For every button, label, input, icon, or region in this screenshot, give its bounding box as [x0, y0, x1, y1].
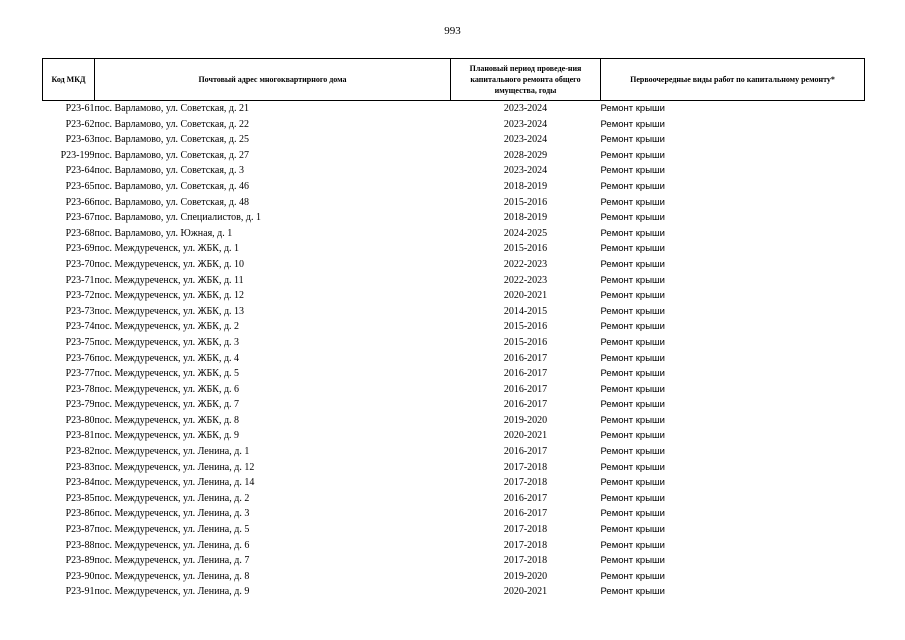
cell-address: пос. Варламово, ул. Советская, д. 27: [94, 149, 250, 161]
cell-work: Ремонт крыши: [600, 586, 665, 598]
cell-address: пос. Междуреченск, ул. ЖБК, д. 6: [94, 383, 240, 395]
cell-address: пос. Междуреченск, ул. Ленина, д. 6: [94, 539, 250, 551]
cell-address: пос. Междуреченск, ул. Ленина, д. 2: [94, 492, 250, 504]
cell-address: пос. Междуреченск, ул. ЖБК, д. 7: [94, 399, 240, 411]
cell-address: пос. Междуреченск, ул. Ленина, д. 8: [94, 570, 250, 582]
cell-code: Р23-91: [65, 586, 95, 598]
cell-period: 2016-2017: [503, 508, 548, 520]
table-row: [43, 475, 865, 491]
cell-address: пос. Варламово, ул. Советская, д. 48: [94, 196, 250, 208]
cell-period: 2023-2024: [503, 118, 548, 130]
cell-period: 2016-2017: [503, 492, 548, 504]
cell-address: пос. Междуреченск, ул. ЖБК, д. 4: [94, 352, 240, 364]
cell-code: Р23-85: [65, 492, 95, 504]
table-body: [43, 101, 865, 601]
cell-code: Р23-71: [65, 274, 95, 286]
cell-code: Р23-61: [65, 103, 95, 114]
cell-code: Р23-67: [65, 212, 95, 224]
cell-period: 2023-2024: [503, 103, 548, 114]
table-row: [43, 522, 865, 538]
cell-work: Ремонт крыши: [600, 180, 665, 192]
cell-address: пос. Варламово, ул. Советская, д. 21: [94, 103, 250, 114]
cell-address: пос. Междуреченск, ул. Ленина, д. 7: [94, 555, 250, 567]
cell-code: Р23-74: [65, 321, 95, 333]
cell-period: 2020-2021: [503, 430, 548, 442]
cell-work: Ремонт крыши: [600, 352, 665, 364]
cell-period: 2020-2021: [503, 586, 548, 598]
cell-period: 2016-2017: [503, 352, 548, 364]
cell-address: пос. Междуреченск, ул. Ленина, д. 5: [94, 524, 250, 536]
header-address: Почтовый адрес многоквартирного дома: [95, 59, 451, 101]
cell-work: Ремонт крыши: [600, 305, 665, 317]
cell-period: 2020-2021: [503, 290, 548, 302]
cell-work: Ремонт крыши: [600, 118, 665, 130]
cell-period: 2015-2016: [503, 321, 548, 333]
cell-address: пос. Междуреченск, ул. Ленина, д. 14: [94, 477, 255, 489]
cell-period: 2015-2016: [503, 196, 548, 208]
table-row: [43, 319, 865, 335]
cell-code: Р23-68: [65, 227, 95, 239]
cell-period: 2016-2017: [503, 383, 548, 395]
cell-address: пос. Междуреченск, ул. ЖБК, д. 5: [94, 368, 240, 380]
cell-code: Р23-62: [65, 118, 95, 130]
cell-period: 2022-2023: [503, 258, 548, 270]
cell-period: 2014-2015: [503, 305, 548, 317]
cell-work: Ремонт крыши: [600, 399, 665, 411]
cell-period: 2023-2024: [503, 134, 548, 146]
cell-code: Р23-89: [65, 555, 95, 567]
page-number: 993: [444, 25, 461, 37]
cell-work: Ремонт крыши: [600, 524, 665, 536]
cell-work: Ремонт крыши: [600, 290, 665, 302]
table-row: [43, 553, 865, 569]
cell-code: Р23-64: [65, 165, 95, 177]
cell-period: 2018-2019: [503, 180, 548, 192]
cell-address: пос. Междуреченск, ул. ЖБК, д. 12: [94, 290, 245, 302]
cell-code: Р23-76: [65, 352, 95, 364]
table-row: [43, 179, 865, 195]
table-row: [43, 538, 865, 554]
cell-address: пос. Междуреченск, ул. ЖБК, д. 1: [94, 243, 240, 255]
table-row: [43, 304, 865, 320]
table-row: [43, 288, 865, 304]
cell-address: пос. Междуреченск, ул. ЖБК, д. 2: [94, 321, 240, 333]
cell-address: пос. Междуреченск, ул. Ленина, д. 1: [94, 446, 250, 458]
cell-address: пос. Междуреченск, ул. ЖБК, д. 11: [94, 274, 244, 286]
table-row: [43, 210, 865, 226]
header-works: Первоочередные виды работ по капитальному ремонту*: [601, 59, 865, 101]
cell-work: Ремонт крыши: [600, 274, 665, 286]
table-row: [43, 584, 865, 600]
cell-code: Р23-90: [65, 570, 95, 582]
table-row: [43, 241, 865, 257]
cell-work: Ремонт крыши: [600, 477, 665, 489]
table-row: [43, 428, 865, 444]
table-row: [43, 366, 865, 382]
table-row: [43, 491, 865, 507]
cell-code: Р23-75: [65, 336, 95, 348]
cell-code: Р23-69: [65, 243, 95, 255]
repair-schedule-table: [42, 58, 865, 600]
table-row: [43, 226, 865, 242]
cell-code: Р23-77: [65, 368, 95, 380]
cell-period: 2023-2024: [503, 165, 548, 177]
table-header: [43, 59, 865, 101]
cell-work: Ремонт крыши: [600, 134, 665, 146]
cell-period: 2015-2016: [503, 336, 548, 348]
cell-code: Р23-199: [60, 149, 95, 161]
cell-code: Р23-82: [65, 446, 95, 458]
table-row: [43, 351, 865, 367]
cell-address: пос. Варламово, ул. Южная, д. 1: [94, 227, 233, 239]
cell-work: Ремонт крыши: [600, 414, 665, 426]
cell-work: Ремонт крыши: [600, 196, 665, 208]
cell-code: Р23-86: [65, 508, 95, 520]
cell-work: Ремонт крыши: [600, 368, 665, 380]
cell-address: пос. Варламово, ул. Советская, д. 46: [94, 180, 250, 192]
cell-address: пос. Варламово, ул. Специалистов, д. 1: [94, 212, 261, 224]
cell-period: 2018-2019: [503, 212, 548, 224]
cell-address: пос. Междуреченск, ул. ЖБК, д. 8: [94, 414, 240, 426]
table-row: [43, 117, 865, 133]
cell-period: 2017-2018: [503, 539, 548, 551]
cell-work: Ремонт крыши: [600, 243, 665, 255]
cell-period: 2016-2017: [503, 368, 548, 380]
cell-work: Ремонт крыши: [600, 212, 665, 224]
cell-period: 2016-2017: [503, 446, 548, 458]
cell-period: 2022-2023: [503, 274, 548, 286]
table-row: [43, 257, 865, 273]
cell-period: 2019-2020: [503, 570, 548, 582]
cell-address: пос. Варламово, ул. Советская, д. 25: [94, 134, 250, 146]
cell-code: Р23-70: [65, 258, 95, 270]
table-row: [43, 569, 865, 585]
table-row: [43, 148, 865, 164]
cell-code: Р23-84: [65, 477, 95, 489]
table-row: [43, 132, 865, 148]
cell-period: 2016-2017: [503, 399, 548, 411]
cell-address: пос. Междуреченск, ул. ЖБК, д. 10: [94, 258, 245, 270]
table-row: [43, 382, 865, 398]
cell-code: Р23-79: [65, 399, 95, 411]
cell-work: Ремонт крыши: [600, 446, 665, 458]
cell-code: Р23-72: [65, 290, 95, 302]
table-row: [43, 335, 865, 351]
cell-period: 2017-2018: [503, 524, 548, 536]
table-row: [43, 195, 865, 211]
cell-code: Р23-78: [65, 383, 95, 395]
cell-work: Ремонт крыши: [600, 383, 665, 395]
cell-work: Ремонт крыши: [600, 103, 665, 114]
cell-code: Р23-66: [65, 196, 95, 208]
cell-code: Р23-63: [65, 134, 95, 146]
table-row: [43, 273, 865, 289]
cell-work: Ремонт крыши: [600, 227, 665, 239]
cell-code: Р23-81: [65, 430, 95, 442]
table-row: [43, 413, 865, 429]
cell-address: пос. Междуреченск, ул. ЖБК, д. 13: [94, 305, 245, 317]
cell-work: Ремонт крыши: [600, 149, 665, 161]
cell-code: Р23-88: [65, 539, 95, 551]
cell-work: Ремонт крыши: [600, 336, 665, 348]
table-row: [43, 444, 865, 460]
cell-address: пос. Междуреченск, ул. Ленина, д. 3: [94, 508, 250, 520]
cell-code: Р23-73: [65, 305, 95, 317]
cell-address: пос. Междуреченск, ул. ЖБК, д. 3: [94, 336, 240, 348]
cell-code: Р23-80: [65, 414, 95, 426]
header-code: Код МКД: [43, 59, 95, 101]
table-row: [43, 163, 865, 179]
cell-code: Р23-87: [65, 524, 95, 536]
header-row: [43, 59, 865, 101]
cell-work: Ремонт крыши: [600, 492, 665, 504]
cell-period: 2028-2029: [503, 149, 548, 161]
cell-code: Р23-65: [65, 180, 95, 192]
cell-address: пос. Междуреченск, ул. Ленина, д. 9: [94, 586, 250, 598]
table-row: [43, 506, 865, 522]
cell-period: 2015-2016: [503, 243, 548, 255]
cell-work: Ремонт крыши: [600, 321, 665, 333]
cell-work: Ремонт крыши: [600, 555, 665, 567]
header-period: Плановый период проведе-ния капитального ремонта общего имущества, годы: [451, 59, 601, 101]
cell-address: пос. Варламово, ул. Советская, д. 22: [94, 118, 250, 130]
cell-work: Ремонт крыши: [600, 165, 665, 177]
cell-period: 2019-2020: [503, 414, 548, 426]
cell-address: пос. Междуреченск, ул. ЖБК, д. 9: [94, 430, 240, 442]
cell-period: 2017-2018: [503, 461, 548, 473]
cell-address: пос. Варламово, ул. Советская, д. 3: [94, 165, 245, 177]
cell-period: 2017-2018: [503, 477, 548, 489]
table-row: [43, 460, 865, 476]
cell-work: Ремонт крыши: [600, 430, 665, 442]
cell-work: Ремонт крыши: [600, 570, 665, 582]
cell-work: Ремонт крыши: [600, 461, 665, 473]
cell-code: Р23-83: [65, 461, 95, 473]
cell-address: пос. Междуреченск, ул. Ленина, д. 12: [94, 461, 255, 473]
cell-work: Ремонт крыши: [600, 508, 665, 520]
cell-work: Ремонт крыши: [600, 258, 665, 270]
cell-work: Ремонт крыши: [600, 539, 665, 551]
cell-period: 2024-2025: [503, 227, 548, 239]
cell-period: 2017-2018: [503, 555, 548, 567]
table-row: [43, 397, 865, 413]
table-row: [43, 101, 865, 117]
